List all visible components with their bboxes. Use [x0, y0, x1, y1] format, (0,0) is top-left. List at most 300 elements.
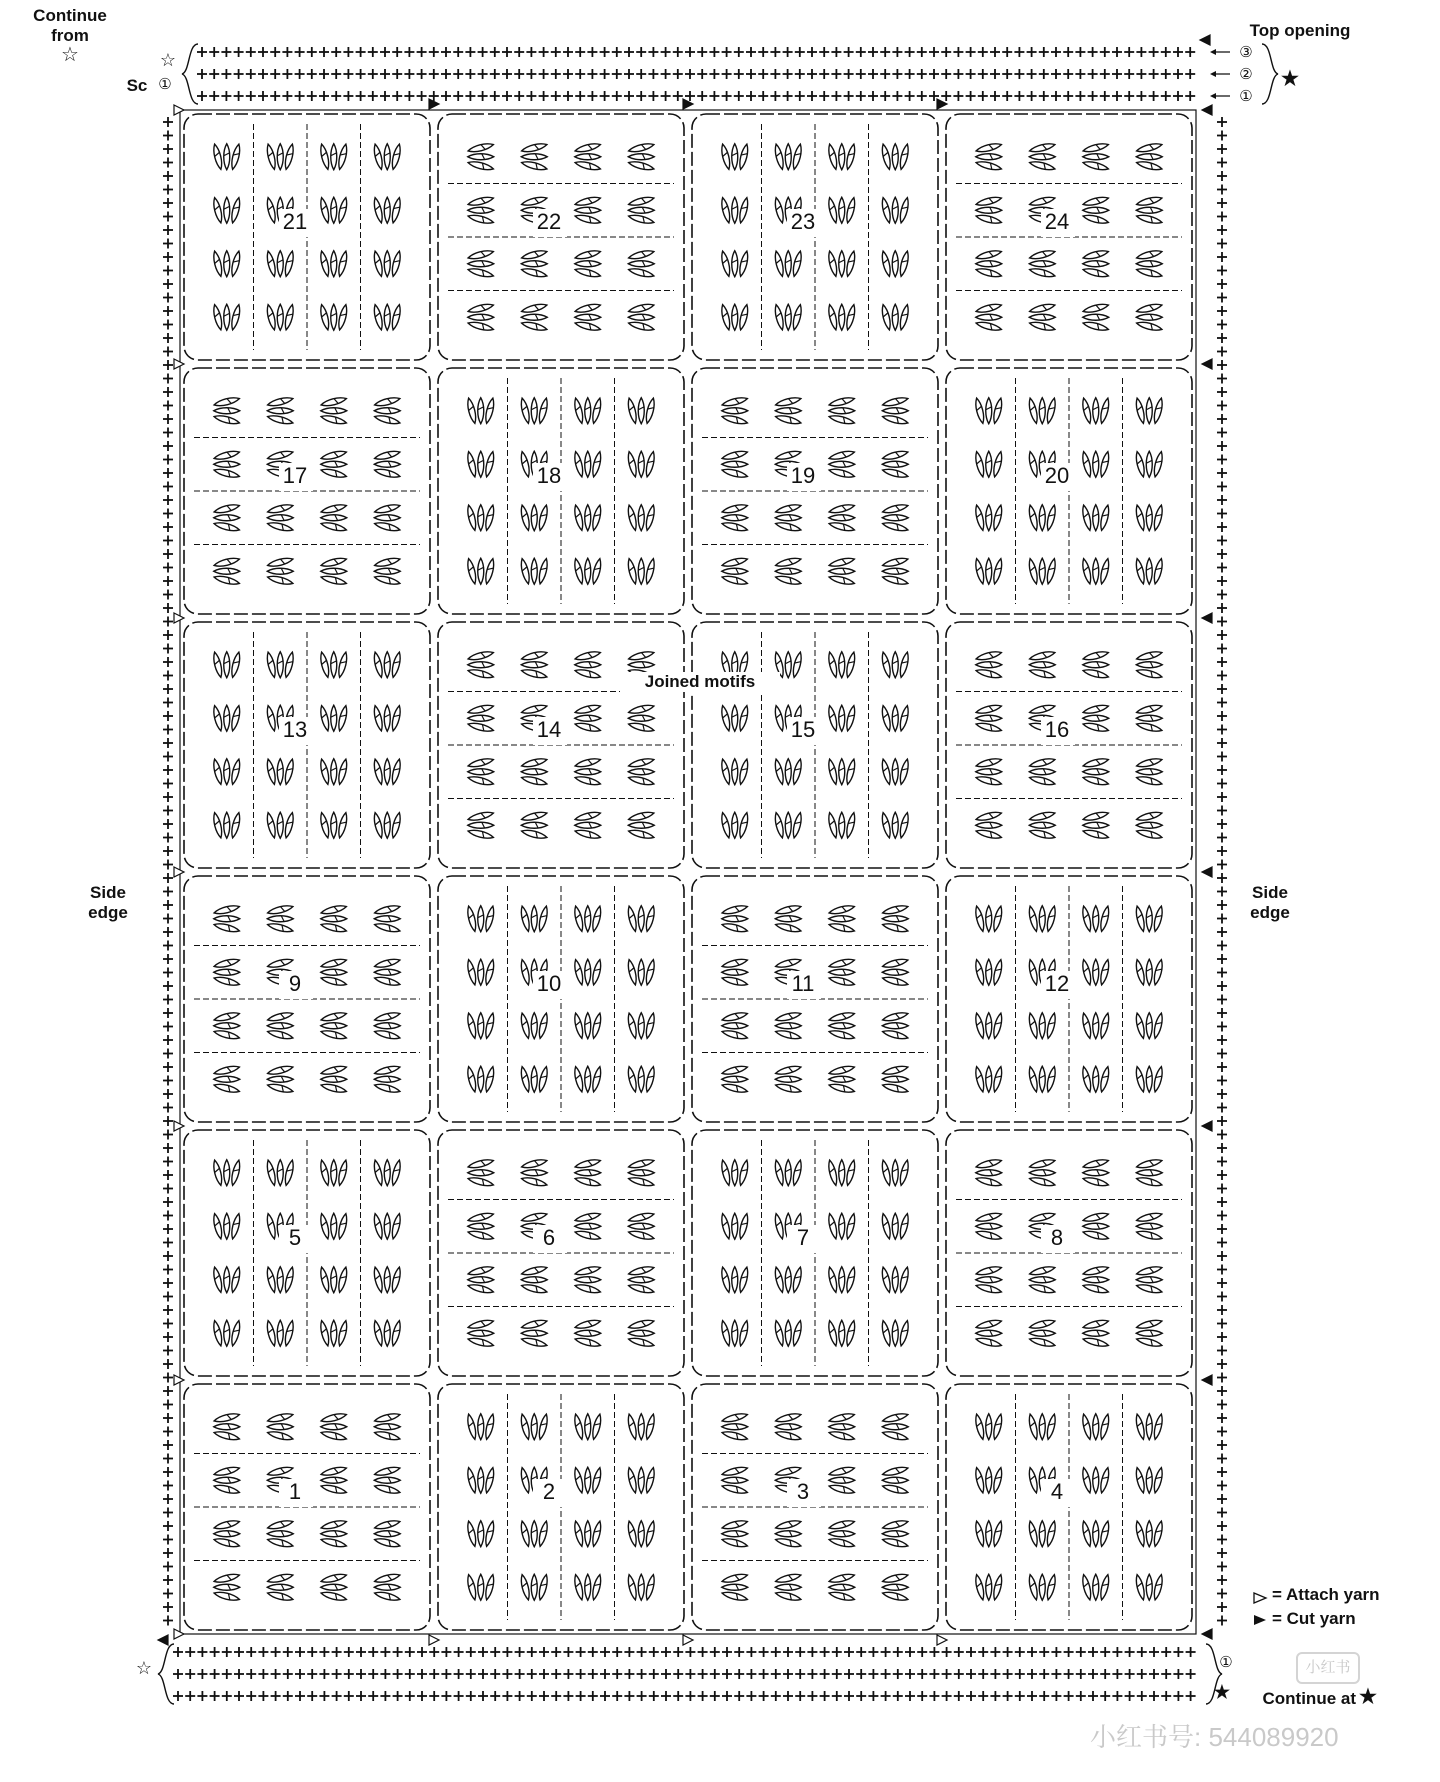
- sc-stitch: [990, 1669, 1000, 1679]
- motif-number-6: 6: [542, 1225, 556, 1250]
- dc-stitch: [1093, 505, 1099, 531]
- dc-stitch: [1134, 397, 1146, 424]
- dc-stitch: [628, 1158, 655, 1170]
- sc-stitch: [1014, 47, 1024, 57]
- dc-stitch: [721, 396, 748, 408]
- dc-stitch: [484, 1574, 496, 1601]
- sc-stitch: [1149, 1647, 1159, 1657]
- sc-stitch: [526, 91, 536, 101]
- dc-stitch: [722, 916, 748, 922]
- dc-stitch: [775, 957, 802, 969]
- dc-stitch: [230, 1213, 242, 1240]
- sc-stitch: [1217, 374, 1227, 384]
- dc-stitch: [1152, 1574, 1164, 1601]
- dc-stitch: [882, 1519, 909, 1531]
- dc-stitch: [573, 905, 585, 932]
- sc-stitch: [163, 725, 173, 735]
- dc-stitch: [974, 905, 986, 932]
- sc-stitch: [832, 1669, 842, 1679]
- sc-stitch: [551, 47, 561, 57]
- dc-stitch: [265, 651, 277, 678]
- dc-stitch: [267, 568, 293, 574]
- dc-stitch: [331, 1160, 337, 1186]
- dc-stitch: [224, 144, 230, 170]
- dc-stitch: [839, 1213, 845, 1239]
- dc-stitch: [721, 449, 748, 461]
- attach-yarn-icon: [174, 1121, 184, 1131]
- dc-stitch: [1083, 154, 1109, 160]
- dc-stitch: [644, 1520, 656, 1547]
- sc-stitch: [698, 1647, 708, 1657]
- dc-stitch: [484, 1066, 496, 1093]
- dc-stitch: [230, 651, 242, 678]
- sc-stitch: [1100, 1669, 1110, 1679]
- sc-stitch: [648, 69, 658, 79]
- bottom-row-2: [173, 1669, 1196, 1679]
- sc-stitch: [1217, 266, 1227, 276]
- sc-stitch: [588, 1691, 598, 1701]
- dc-stitch: [519, 1066, 531, 1093]
- dc-stitch: [521, 1330, 547, 1336]
- dc-stitch: [1029, 1265, 1056, 1277]
- dc-stitch: [882, 1430, 909, 1442]
- dc-stitch: [1029, 1211, 1056, 1223]
- sc-stitch: [163, 1508, 173, 1518]
- sc-stitch: [270, 69, 280, 79]
- sc-stitch: [1039, 1669, 1049, 1679]
- sc-stitch: [163, 576, 173, 586]
- dc-stitch: [976, 207, 1002, 213]
- dc-stitch: [1029, 775, 1056, 787]
- sc-stitch: [929, 1647, 939, 1657]
- sc-stitch: [624, 69, 634, 79]
- sc-stitch: [1112, 1647, 1122, 1657]
- dc-stitch: [845, 1320, 857, 1347]
- sc-stitch: [1051, 47, 1061, 57]
- bottom-row-3: [173, 1691, 1196, 1701]
- sc-stitch: [502, 91, 512, 101]
- dc-stitch: [828, 1537, 855, 1549]
- dc-stitch: [467, 249, 494, 261]
- dc-stitch: [1134, 1012, 1146, 1039]
- dc-stitch: [1134, 504, 1146, 531]
- sc-stitch: [393, 1669, 403, 1679]
- dc-stitch: [721, 1029, 748, 1041]
- dc-stitch: [575, 1223, 601, 1229]
- sc-stitch: [795, 91, 805, 101]
- dc-stitch: [467, 1283, 494, 1295]
- dc-stitch: [975, 703, 1002, 715]
- dc-stitch: [467, 1158, 494, 1170]
- sc-stitch: [709, 69, 719, 79]
- sc-stitch: [1217, 792, 1227, 802]
- dc-stitch: [390, 1266, 402, 1293]
- sc-stitch: [892, 47, 902, 57]
- dc-stitch: [721, 1590, 748, 1602]
- sc-stitch: [295, 47, 305, 57]
- sc-stitch: [807, 69, 817, 79]
- dc-stitch: [1082, 650, 1109, 662]
- dc-stitch: [574, 721, 601, 733]
- dc-stitch: [521, 1158, 548, 1170]
- dc-stitch: [1136, 320, 1163, 332]
- dc-stitch: [213, 1483, 240, 1495]
- sc-stitch: [722, 91, 732, 101]
- dc-stitch: [638, 398, 644, 424]
- dc-stitch: [374, 396, 401, 408]
- dc-stitch: [574, 810, 601, 822]
- dc-stitch: [880, 197, 892, 224]
- dc-stitch: [828, 1064, 855, 1076]
- dc-stitch: [265, 304, 277, 331]
- sc-stitch: [514, 69, 524, 79]
- sc-stitch: [515, 1669, 525, 1679]
- dc-stitch: [1027, 558, 1039, 585]
- sc-stitch: [759, 1647, 769, 1657]
- dc-stitch: [374, 556, 401, 568]
- dc-stitch: [591, 1520, 603, 1547]
- dc-stitch: [882, 1082, 909, 1094]
- dc-stitch: [898, 143, 910, 170]
- dc-stitch: [828, 1412, 855, 1424]
- sc-stitch: [1217, 320, 1227, 330]
- dc-stitch: [626, 397, 638, 424]
- sc-stitch: [563, 1691, 573, 1701]
- dc-stitch: [267, 449, 294, 461]
- dc-stitch: [722, 461, 748, 467]
- dc-stitch: [839, 304, 845, 330]
- dc-stitch: [213, 922, 240, 934]
- dc-stitch: [628, 822, 654, 828]
- sc-stitch: [441, 47, 451, 57]
- dc-stitch: [321, 1076, 347, 1082]
- dc-stitch: [467, 810, 494, 822]
- dc-stitch: [224, 251, 230, 277]
- dc-stitch: [331, 304, 337, 330]
- dc-stitch: [484, 397, 496, 424]
- sc-stitch: [1217, 482, 1227, 492]
- sc-stitch: [1217, 684, 1227, 694]
- sc-stitch: [1217, 927, 1227, 937]
- dc-stitch: [467, 267, 494, 279]
- sc-stitch: [405, 1669, 415, 1679]
- continue-from-label: Continue from: [33, 6, 107, 45]
- dc-stitch: [732, 759, 738, 785]
- dc-stitch: [224, 1160, 230, 1186]
- dc-stitch: [1039, 558, 1045, 584]
- sc-stitch: [1217, 401, 1227, 411]
- dc-stitch: [321, 1477, 347, 1483]
- dc-stitch: [892, 304, 898, 330]
- dc-stitch: [773, 705, 785, 732]
- sc-stitch: [1217, 1535, 1227, 1545]
- sc-stitch: [1217, 806, 1227, 816]
- sc-stitch: [563, 91, 573, 101]
- sc-stitch: [163, 1346, 173, 1356]
- sc-stitch: [163, 117, 173, 127]
- dc-stitch: [882, 1029, 909, 1041]
- dc-stitch: [320, 975, 347, 987]
- sc-stitch: [795, 1691, 805, 1701]
- dc-stitch: [1029, 267, 1056, 279]
- dc-stitch: [975, 828, 1002, 840]
- sc-stitch: [163, 401, 173, 411]
- dc-stitch: [230, 758, 242, 785]
- sc-stitch: [1076, 1691, 1086, 1701]
- dc-stitch: [628, 810, 655, 822]
- dc-stitch: [1045, 1066, 1057, 1093]
- sc-stitch: [1217, 779, 1227, 789]
- sc-stitch: [163, 1197, 173, 1207]
- dc-stitch: [1045, 504, 1057, 531]
- dc-stitch: [466, 1066, 478, 1093]
- sc-stitch: [163, 927, 173, 937]
- dc-stitch: [882, 957, 909, 969]
- dc-stitch: [467, 775, 494, 787]
- dc-stitch: [785, 1267, 791, 1293]
- sc-stitch: [758, 69, 768, 79]
- dc-stitch: [337, 1213, 349, 1240]
- sc-stitch: [502, 1669, 512, 1679]
- sc-stitch: [1217, 833, 1227, 843]
- dc-stitch: [1134, 1467, 1146, 1494]
- dc-stitch: [791, 651, 803, 678]
- dc-stitch: [1081, 1012, 1093, 1039]
- sc-stitch: [661, 1669, 671, 1679]
- sc-stitch: [1149, 1691, 1159, 1701]
- dc-stitch: [992, 1520, 1004, 1547]
- sc-stitch: [1125, 1691, 1135, 1701]
- sc-stitch: [1217, 711, 1227, 721]
- bottom-round-1-icon: ①: [1219, 1654, 1233, 1671]
- dc-stitch: [321, 568, 347, 574]
- dc-stitch: [882, 904, 909, 916]
- dc-stitch: [390, 1320, 402, 1347]
- sc-stitch: [856, 69, 866, 79]
- dc-stitch: [1083, 1170, 1109, 1176]
- sc-stitch: [844, 1691, 854, 1701]
- sc-stitch: [417, 1669, 427, 1679]
- dc-stitch: [277, 759, 283, 785]
- dc-stitch: [573, 1467, 585, 1494]
- sc-stitch: [1185, 69, 1195, 79]
- dc-stitch: [1083, 715, 1109, 721]
- dc-stitch: [1045, 1413, 1057, 1440]
- sc-stitch: [210, 1669, 220, 1679]
- sc-stitch: [1039, 91, 1049, 101]
- dc-stitch: [484, 959, 496, 986]
- sc-stitch: [332, 1669, 342, 1679]
- sc-stitch: [1217, 1332, 1227, 1342]
- dc-stitch: [626, 1413, 638, 1440]
- sc-stitch: [380, 69, 390, 79]
- sc-stitch: [163, 684, 173, 694]
- sc-stitch: [966, 69, 976, 79]
- attach-yarn-icon: [683, 1635, 693, 1645]
- sc-stitch: [163, 374, 173, 384]
- sc-stitch: [880, 69, 890, 79]
- dc-stitch: [1039, 1066, 1045, 1092]
- dc-stitch: [467, 757, 494, 769]
- dc-stitch: [267, 922, 294, 934]
- sc-stitch: [539, 91, 549, 101]
- dc-stitch: [320, 1519, 347, 1531]
- sc-stitch: [1039, 69, 1049, 79]
- sc-stitch: [575, 69, 585, 79]
- dc-stitch: [839, 652, 845, 678]
- sc-stitch: [527, 1647, 537, 1657]
- dc-stitch: [882, 1572, 909, 1584]
- dc-stitch: [337, 304, 349, 331]
- dc-stitch: [785, 304, 791, 330]
- sc-stitch: [163, 657, 173, 667]
- sc-stitch: [163, 806, 173, 816]
- dc-stitch: [214, 1076, 240, 1082]
- dc-stitch: [521, 668, 548, 680]
- dc-stitch: [975, 249, 1002, 261]
- sc-stitch: [1075, 69, 1085, 79]
- dc-stitch: [732, 1320, 738, 1346]
- dc-stitch: [720, 143, 732, 170]
- dc-stitch: [1082, 1318, 1109, 1330]
- sc-stitch: [163, 185, 173, 195]
- dc-stitch: [531, 1574, 537, 1600]
- dc-stitch: [478, 451, 484, 477]
- dc-stitch: [319, 812, 331, 839]
- sc-stitch: [466, 1647, 476, 1657]
- sc-stitch: [698, 1669, 708, 1679]
- sc-stitch: [282, 69, 292, 79]
- dc-stitch: [626, 451, 638, 478]
- attach-yarn-icon: [429, 1635, 439, 1645]
- dc-stitch: [882, 922, 909, 934]
- dc-stitch: [839, 705, 845, 731]
- dc-stitch: [574, 757, 601, 769]
- dc-stitch: [1136, 1277, 1162, 1283]
- dc-stitch: [1093, 959, 1099, 985]
- dc-stitch: [732, 304, 738, 330]
- dc-stitch: [1136, 810, 1163, 822]
- dc-stitch: [975, 160, 1002, 172]
- dc-stitch: [521, 1283, 548, 1295]
- dc-stitch: [1081, 558, 1093, 585]
- sc-stitch: [1051, 1691, 1061, 1701]
- sc-stitch: [163, 1062, 173, 1072]
- dc-stitch: [785, 1160, 791, 1186]
- dc-stitch: [331, 1267, 337, 1293]
- dc-stitch: [827, 758, 839, 785]
- sc-stitch: [893, 1647, 903, 1657]
- sc-stitch: [710, 1691, 720, 1701]
- dc-stitch: [267, 521, 294, 533]
- sc-stitch: [1173, 1669, 1183, 1679]
- dc-stitch: [775, 1424, 801, 1430]
- dc-stitch: [374, 521, 401, 533]
- dc-stitch: [628, 721, 655, 733]
- dc-stitch: [986, 505, 992, 531]
- dc-stitch: [466, 1413, 478, 1440]
- dc-stitch: [1146, 558, 1152, 584]
- dc-stitch: [1099, 1467, 1111, 1494]
- sc-stitch: [368, 1669, 378, 1679]
- dc-stitch: [265, 1320, 277, 1347]
- dc-stitch: [374, 414, 401, 426]
- sc-stitch: [380, 1647, 390, 1657]
- dc-stitch: [1081, 959, 1093, 986]
- watermark-logo: 小红书: [1296, 1652, 1360, 1684]
- dc-stitch: [720, 1213, 732, 1240]
- sc-stitch: [163, 306, 173, 316]
- attach-yarn-icon: [174, 1375, 184, 1385]
- sc-stitch: [1217, 1413, 1227, 1423]
- dc-stitch: [531, 398, 537, 424]
- sc-stitch: [551, 1647, 561, 1657]
- dc-stitch: [277, 652, 283, 678]
- sc-stitch: [868, 1669, 878, 1679]
- dc-stitch: [992, 504, 1004, 531]
- dc-stitch: [467, 650, 494, 662]
- dc-stitch: [992, 905, 1004, 932]
- dc-stitch: [519, 1520, 531, 1547]
- sc-stitch: [1076, 1647, 1086, 1657]
- dc-stitch: [374, 916, 400, 922]
- sc-stitch: [163, 1521, 173, 1531]
- dc-stitch: [374, 1023, 400, 1029]
- sc-stitch: [344, 1691, 354, 1701]
- sc-stitch: [1002, 69, 1012, 79]
- sc-stitch: [1100, 1691, 1110, 1701]
- dc-stitch: [975, 1283, 1002, 1295]
- dc-stitch: [898, 1213, 910, 1240]
- motif-22: [438, 114, 684, 360]
- dc-stitch: [1081, 1413, 1093, 1440]
- dc-stitch: [644, 397, 656, 424]
- sc-stitch: [163, 779, 173, 789]
- sc-stitch: [246, 47, 256, 57]
- dc-stitch: [628, 1283, 655, 1295]
- sc-stitch: [246, 1691, 256, 1701]
- dc-stitch: [574, 160, 601, 172]
- top-left-star-icon: ☆: [159, 50, 177, 70]
- dc-stitch: [374, 449, 401, 461]
- dc-stitch: [1099, 1574, 1111, 1601]
- dc-stitch: [628, 1277, 654, 1283]
- sc-stitch: [783, 47, 793, 57]
- dc-stitch: [265, 143, 277, 170]
- sc-stitch: [1217, 1440, 1227, 1450]
- sc-stitch: [1015, 1669, 1025, 1679]
- sc-stitch: [746, 47, 756, 57]
- dc-stitch: [574, 213, 601, 225]
- dc-stitch: [1136, 822, 1162, 828]
- dc-stitch: [738, 1159, 750, 1186]
- dc-stitch: [573, 558, 585, 585]
- sc-stitch: [163, 711, 173, 721]
- cut-yarn-icon: [1202, 1121, 1212, 1131]
- dc-stitch: [321, 1531, 347, 1537]
- dc-stitch: [585, 1467, 591, 1493]
- dc-stitch: [644, 1574, 656, 1601]
- dc-stitch: [882, 503, 909, 515]
- sc-stitch: [587, 91, 597, 101]
- dc-stitch: [319, 1159, 331, 1186]
- dc-stitch: [992, 1467, 1004, 1494]
- sc-stitch: [1039, 47, 1049, 57]
- motif-9: [184, 876, 430, 1122]
- sc-stitch: [246, 69, 256, 79]
- sc-stitch: [163, 1035, 173, 1045]
- dc-stitch: [773, 1213, 785, 1240]
